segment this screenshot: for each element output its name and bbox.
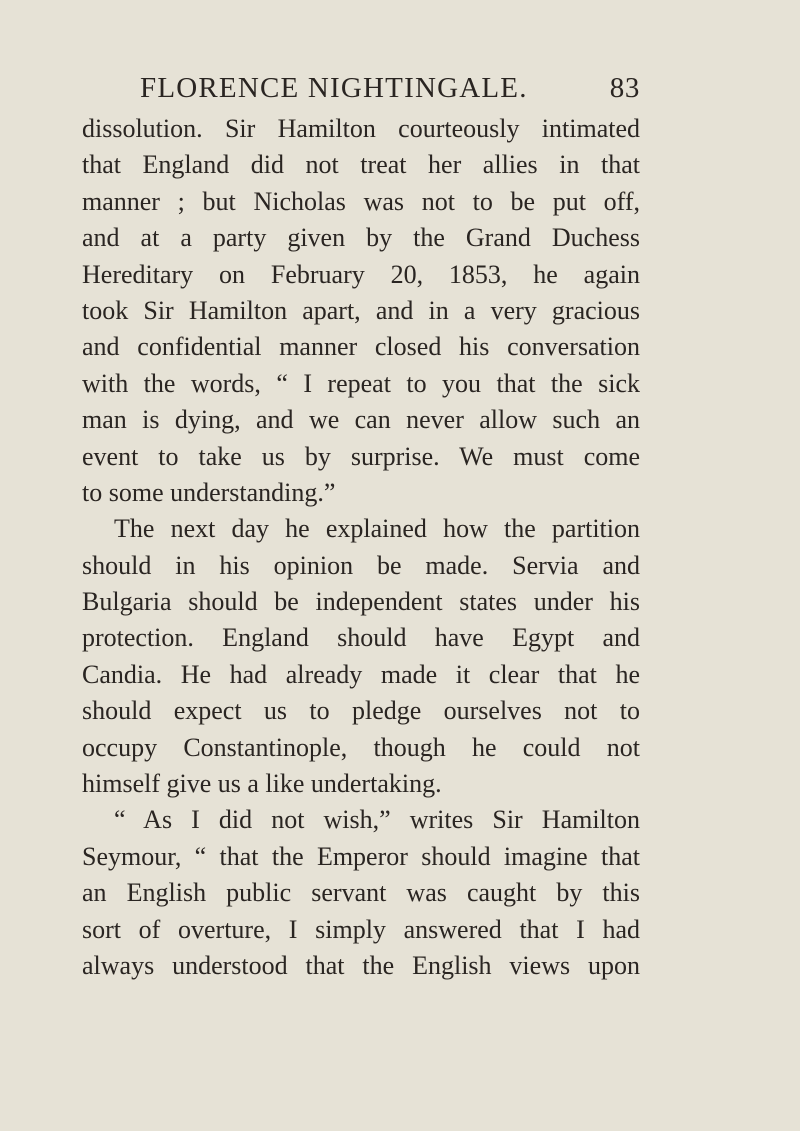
text-line: that England did not treat her allies in that <box>82 150 640 180</box>
text-line: The next day he explained how the partition <box>114 514 640 544</box>
text-line: Bulgaria should be independent states under his <box>82 587 640 617</box>
page-header <box>140 72 640 112</box>
text-line: to some understanding.” <box>82 477 336 507</box>
text-line: manner ; but Nicholas was not to be put off, <box>82 186 640 216</box>
text-line: and at a party given by the Grand Duchess <box>82 223 640 253</box>
text-line: Candia. He had already made it clear that he <box>82 659 640 689</box>
text-line: always understood that the English views upon <box>82 950 640 980</box>
text-line: an English public servant was caught by this <box>82 878 640 908</box>
text-line: should expect us to pledge ourselves not to <box>82 696 640 726</box>
text-line: man is dying, and we can never allow such an <box>82 405 640 435</box>
text-line: “ As I did not wish,” writes Sir Hamilton <box>114 805 640 835</box>
text-line: with the words, “ I repeat to you that the sick <box>82 368 640 398</box>
text-line: himself give us a like undertaking. <box>82 769 442 799</box>
text-line: occupy Constantinople, though he could not <box>82 732 640 762</box>
page-number: 83 <box>609 72 640 104</box>
text-line: Seymour, “ that the Emperor should imagine that <box>82 841 640 871</box>
text-line: took Sir Hamilton apart, and in a very gracious <box>82 295 640 325</box>
text-line: Hereditary on February 20, 1853, he again <box>82 259 640 289</box>
text-line: should in his opinion be made. Servia and <box>82 550 640 580</box>
text-line: event to take us by surprise. We must come <box>82 441 640 471</box>
text-line: dissolution. Sir Hamilton courteously intimated <box>82 114 640 143</box>
text-line: protection. England should have Egypt and <box>82 623 640 653</box>
running-title: FLORENCE NIGHTINGALE. <box>140 72 528 104</box>
text-line: and confidential manner closed his conversation <box>82 332 640 362</box>
text-line: sort of overture, I simply answered that I had <box>82 914 640 944</box>
body-text <box>82 111 640 984</box>
